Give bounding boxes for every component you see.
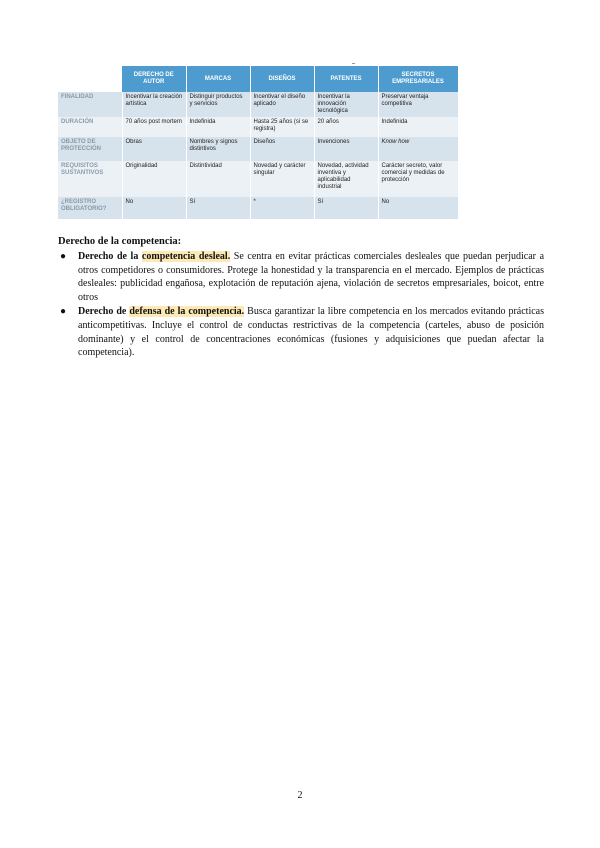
list-item	[58, 305, 544, 359]
table-cell: No	[378, 197, 458, 219]
table-cell: Novedad y carácter singular	[250, 161, 314, 197]
table-row	[58, 161, 458, 197]
table-header: DERECHO DE AUTOR	[122, 66, 186, 92]
page-number: 2	[297, 790, 303, 801]
table-cell: Sí	[186, 197, 250, 219]
item-highlight: defensa de la competencia.	[129, 306, 245, 318]
item-text: Se centra en evitar prácticas comerciales desleales que puedan perjudicar a otros competidores o consumidores. Protege la honestidad y la transparencia en el mercado. Ejemplos de prácticas desleales: publicidad engañosa, explotación de reputación ajena, violación de secretos empresariales, boicot, entre otros	[78, 251, 545, 303]
item-text: Busca garantizar la libre competencia en los mercados evitando prácticas anticompetitivas. Incluye el control de conductas restrictivas de la competencia (carteles, abuso de posición dominante) y el control de concentraciones económicas (fusiones y adquisiciones que puedan afectar la competencia).	[78, 306, 544, 359]
table-cell: Know how	[378, 137, 458, 161]
table-cell: Diseños	[250, 137, 314, 161]
item-lead: Derecho de	[78, 306, 130, 318]
table-header: PATENTES	[314, 66, 378, 92]
table-cell: Incentivar la innovación tecnológica	[314, 92, 378, 117]
row-label: OBJETO DE PROTECCIÓN	[58, 137, 122, 161]
row-label: REQUISITOS SUSTANTIVOS	[58, 161, 122, 197]
row-label: DURACIÓN	[58, 117, 122, 137]
table-cell: Invenciones	[314, 137, 378, 161]
table-row	[58, 197, 458, 219]
row-label: FINALIDAD	[58, 92, 122, 117]
table-header: MARCAS	[186, 66, 250, 92]
table-row	[58, 137, 458, 161]
table-cell: Indefinida	[378, 117, 458, 137]
table-cell: No	[122, 197, 186, 219]
table-cell: Sí	[314, 197, 378, 219]
table-cell: Carácter secreto, valor comercial y medidas de protección	[378, 161, 458, 197]
table-cell: Distinguir productos y servicios	[186, 92, 250, 117]
table-cell: Preservar ventaja competitiva	[378, 92, 458, 117]
table-cell: Hasta 25 años (si se registra)	[250, 117, 314, 137]
table-header: DISEÑOS	[250, 66, 314, 92]
bullet-icon: ●	[60, 251, 67, 262]
header-tick-mark	[352, 63, 355, 64]
ip-comparison-table	[58, 66, 458, 219]
row-label: ¿REGISTRO OBLIGATORIO?	[58, 197, 122, 219]
table-header-row	[58, 66, 458, 92]
table-row	[58, 117, 458, 137]
table-row	[58, 92, 458, 117]
table-corner-cell	[58, 66, 122, 92]
table-cell: 20 años	[314, 117, 378, 137]
item-highlight: competencia desleal.	[141, 251, 231, 262]
table-cell: Incentivar el diseño aplicado	[250, 92, 314, 117]
table-cell: Originalidad	[122, 161, 186, 197]
item-lead: Derecho de la	[78, 251, 142, 262]
list-item	[58, 250, 544, 304]
table-cell: Distintividad	[186, 161, 250, 197]
table-cell: Incentivar la creación artística	[122, 92, 186, 117]
table-cell: *	[250, 197, 314, 219]
table-cell: Indefinida	[186, 117, 250, 137]
section-title: Derecho de la competencia:	[58, 236, 182, 247]
bullet-list	[58, 250, 544, 361]
table-cell: Obras	[122, 137, 186, 161]
table-cell: Novedad, actividad inventiva y aplicabilidad industrial	[314, 161, 378, 197]
table-cell: 70 años post mortem	[122, 117, 186, 137]
table-cell: Nombres y signos distintivos	[186, 137, 250, 161]
table-header: SECRETOS EMPRESARIALES	[378, 66, 458, 92]
bullet-icon: ●	[60, 306, 67, 318]
